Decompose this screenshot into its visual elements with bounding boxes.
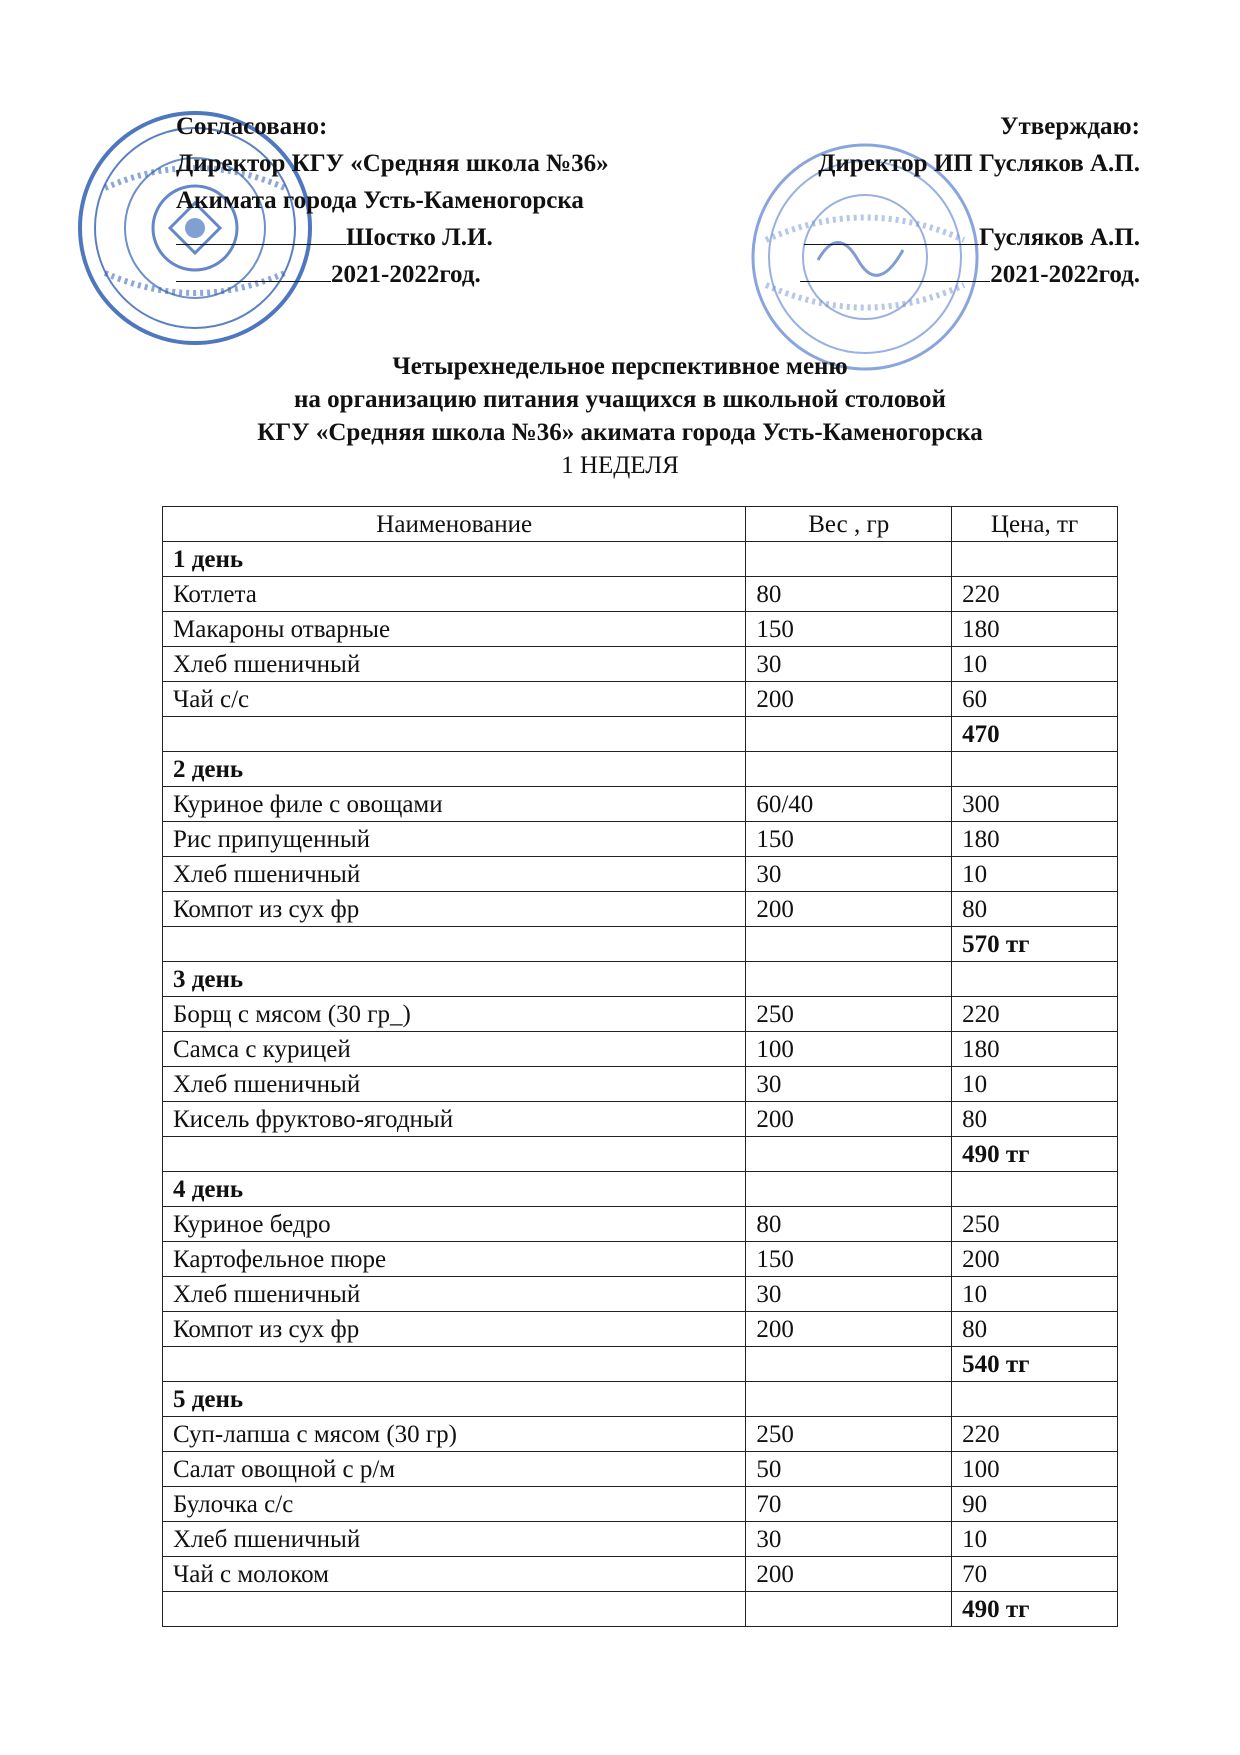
empty-cell xyxy=(746,1382,952,1417)
dish-price: 100 xyxy=(952,1452,1118,1487)
table-row xyxy=(163,647,1118,682)
day-total: 490 тг xyxy=(952,1592,1118,1627)
title-line-1: Четырехнедельное перспективное меню xyxy=(392,353,848,380)
dish-weight: 50 xyxy=(746,1452,952,1487)
dish-name: Борщ с мясом (30 гр_) xyxy=(163,997,746,1032)
dish-weight: 200 xyxy=(746,1312,952,1347)
table-row xyxy=(163,997,1118,1032)
approval-block-approve xyxy=(800,108,1140,293)
approve-spacer xyxy=(800,182,1140,219)
dish-name: Хлеб пшеничный xyxy=(163,857,746,892)
column-header-price: Цена, тг xyxy=(952,507,1118,542)
dish-weight: 150 xyxy=(746,1242,952,1277)
approve-label: Утверждаю: xyxy=(1000,113,1140,140)
day-total-row xyxy=(163,717,1118,752)
dish-weight: 80 xyxy=(746,1207,952,1242)
approval-block-agreed xyxy=(176,108,609,293)
dish-weight: 30 xyxy=(746,857,952,892)
approve-year-row xyxy=(800,256,1140,293)
day-header-row xyxy=(163,1382,1118,1417)
dish-name: Чай с молоком xyxy=(163,1557,746,1592)
empty-cell xyxy=(952,962,1118,997)
dish-name: Компот из сух фр xyxy=(163,1312,746,1347)
date-line xyxy=(800,259,990,282)
empty-cell xyxy=(746,1137,952,1172)
table-row xyxy=(163,1242,1118,1277)
empty-cell xyxy=(746,962,952,997)
dish-weight: 80 xyxy=(746,577,952,612)
dish-name: Компот из сух фр xyxy=(163,892,746,927)
empty-cell xyxy=(952,542,1118,577)
day-total-row xyxy=(163,1137,1118,1172)
day-label: 5 день xyxy=(163,1382,746,1417)
day-header-row xyxy=(163,1172,1118,1207)
table-row xyxy=(163,1102,1118,1137)
dish-price: 10 xyxy=(952,1277,1118,1312)
dish-weight: 30 xyxy=(746,1067,952,1102)
approve-position: Директор ИП Гусляков А.П. xyxy=(818,150,1140,177)
dish-price: 80 xyxy=(952,1102,1118,1137)
dish-price: 10 xyxy=(952,647,1118,682)
day-label: 1 день xyxy=(163,542,746,577)
dish-price: 90 xyxy=(952,1487,1118,1522)
table-row xyxy=(163,577,1118,612)
table-row xyxy=(163,1417,1118,1452)
dish-weight: 200 xyxy=(746,1557,952,1592)
dish-name: Котлета xyxy=(163,577,746,612)
dish-price: 80 xyxy=(952,1312,1118,1347)
empty-cell xyxy=(163,1137,746,1172)
table-row xyxy=(163,1277,1118,1312)
day-header-row xyxy=(163,542,1118,577)
dish-price: 220 xyxy=(952,577,1118,612)
day-total-row xyxy=(163,927,1118,962)
dish-name: Салат овощной с р/м xyxy=(163,1452,746,1487)
empty-cell xyxy=(163,717,746,752)
dish-name: Булочка с/с xyxy=(163,1487,746,1522)
table-row xyxy=(163,1452,1118,1487)
empty-cell xyxy=(163,927,746,962)
dish-price: 250 xyxy=(952,1207,1118,1242)
dish-price: 180 xyxy=(952,612,1118,647)
dish-weight: 200 xyxy=(746,682,952,717)
agreed-year: 2021-2022год. xyxy=(331,261,481,288)
day-total: 540 тг xyxy=(952,1347,1118,1382)
day-label: 4 день xyxy=(163,1172,746,1207)
dish-price: 10 xyxy=(952,857,1118,892)
dish-price: 220 xyxy=(952,997,1118,1032)
table-row xyxy=(163,1557,1118,1592)
table-row xyxy=(163,787,1118,822)
table-row xyxy=(163,682,1118,717)
dish-name: Кисель фруктово-ягодный xyxy=(163,1102,746,1137)
dish-name: Куриное бедро xyxy=(163,1207,746,1242)
empty-cell xyxy=(952,752,1118,787)
day-total: 570 тг xyxy=(952,927,1118,962)
day-label: 2 день xyxy=(163,752,746,787)
dish-price: 180 xyxy=(952,1032,1118,1067)
day-header-row xyxy=(163,752,1118,787)
approve-year: 2021-2022год. xyxy=(990,261,1140,288)
dish-price: 300 xyxy=(952,787,1118,822)
approve-signature-row xyxy=(800,219,1140,256)
signature-line xyxy=(176,222,346,245)
dish-name: Куриное филе с овощами xyxy=(163,787,746,822)
dish-name: Самса с курицей xyxy=(163,1032,746,1067)
table-row xyxy=(163,612,1118,647)
dish-name: Хлеб пшеничный xyxy=(163,1067,746,1102)
table-row xyxy=(163,1522,1118,1557)
table-row xyxy=(163,857,1118,892)
dish-price: 180 xyxy=(952,822,1118,857)
empty-cell xyxy=(746,717,952,752)
dish-name: Рис припущенный xyxy=(163,822,746,857)
date-line xyxy=(176,259,331,282)
table-header-row xyxy=(163,507,1118,542)
dish-price: 70 xyxy=(952,1557,1118,1592)
dish-weight: 250 xyxy=(746,997,952,1032)
empty-cell xyxy=(746,1592,952,1627)
empty-cell xyxy=(952,1172,1118,1207)
approve-signer: Гусляков А.П. xyxy=(978,224,1140,251)
menu-table-body xyxy=(163,542,1118,1627)
empty-cell xyxy=(163,1347,746,1382)
dish-price: 60 xyxy=(952,682,1118,717)
day-total-row xyxy=(163,1592,1118,1627)
dish-name: Хлеб пшеничный xyxy=(163,647,746,682)
dish-name: Хлеб пшеничный xyxy=(163,1522,746,1557)
table-row xyxy=(163,1067,1118,1102)
dish-weight: 60/40 xyxy=(746,787,952,822)
dish-price: 220 xyxy=(952,1417,1118,1452)
dish-price: 80 xyxy=(952,892,1118,927)
dish-name: Суп-лапша с мясом (30 гр) xyxy=(163,1417,746,1452)
day-header-row xyxy=(163,962,1118,997)
dish-name: Чай с/с xyxy=(163,682,746,717)
agreed-position: Директор КГУ «Средняя школа №36» xyxy=(176,150,609,177)
empty-cell xyxy=(746,927,952,962)
title-line-2: на организацию питания учащихся в школьной столовой xyxy=(294,386,946,413)
day-total-row xyxy=(163,1347,1118,1382)
dish-weight: 100 xyxy=(746,1032,952,1067)
dish-weight: 200 xyxy=(746,1102,952,1137)
table-row xyxy=(163,1032,1118,1067)
empty-cell xyxy=(746,1347,952,1382)
agreed-label: Согласовано: xyxy=(176,113,328,140)
menu-table xyxy=(162,506,1118,1627)
dish-name: Картофельное пюре xyxy=(163,1242,746,1277)
table-row xyxy=(163,1207,1118,1242)
week-label: 1 НЕДЕЛЯ xyxy=(561,452,679,479)
agreed-year-row xyxy=(176,256,609,293)
dish-weight: 70 xyxy=(746,1487,952,1522)
empty-cell xyxy=(952,1382,1118,1417)
dish-weight: 150 xyxy=(746,822,952,857)
title-line-3: КГУ «Средняя школа №36» акимата города Усть-Каменогорска xyxy=(257,419,983,446)
dish-weight: 150 xyxy=(746,612,952,647)
empty-cell xyxy=(746,1172,952,1207)
signature-line xyxy=(804,222,979,245)
empty-cell xyxy=(746,542,952,577)
agreed-signature-row xyxy=(176,219,609,256)
dish-weight: 30 xyxy=(746,1522,952,1557)
dish-weight: 30 xyxy=(746,647,952,682)
agreed-organization: Акимата города Усть-Каменогорска xyxy=(176,187,584,214)
day-label: 3 день xyxy=(163,962,746,997)
dish-name: Макароны отварные xyxy=(163,612,746,647)
day-total: 470 xyxy=(952,717,1118,752)
column-header-name: Наименование xyxy=(163,507,746,542)
agreed-signer: Шостко Л.И. xyxy=(346,224,493,251)
dish-name: Хлеб пшеничный xyxy=(163,1277,746,1312)
dish-weight: 30 xyxy=(746,1277,952,1312)
table-row xyxy=(163,1312,1118,1347)
dish-price: 200 xyxy=(952,1242,1118,1277)
dish-price: 10 xyxy=(952,1067,1118,1102)
empty-cell xyxy=(163,1592,746,1627)
dish-weight: 250 xyxy=(746,1417,952,1452)
table-row xyxy=(163,892,1118,927)
empty-cell xyxy=(746,752,952,787)
table-row xyxy=(163,822,1118,857)
table-row xyxy=(163,1487,1118,1522)
dish-price: 10 xyxy=(952,1522,1118,1557)
dish-weight: 200 xyxy=(746,892,952,927)
column-header-weight: Вес , гр xyxy=(746,507,952,542)
day-total: 490 тг xyxy=(952,1137,1118,1172)
document-title xyxy=(0,350,1240,483)
